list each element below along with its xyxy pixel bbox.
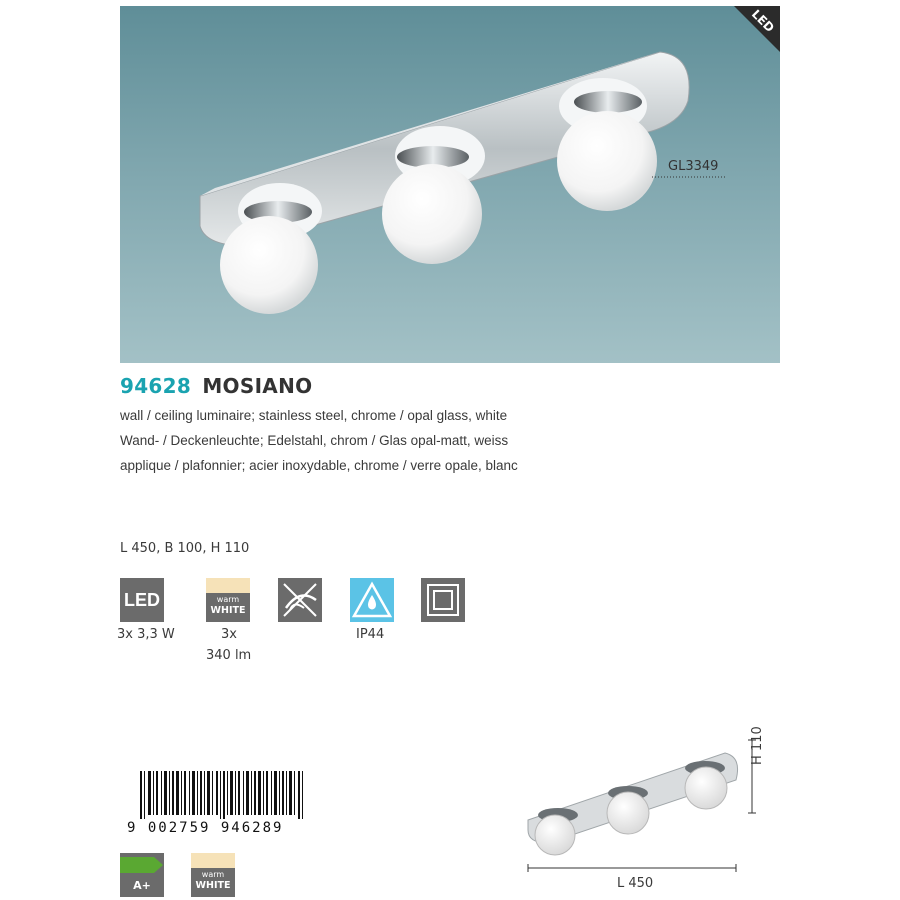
protection-class-icon	[421, 578, 465, 622]
ip-rating-caption: IP44	[356, 627, 385, 642]
product-name: MOSIANO	[202, 374, 313, 398]
dimensions-text: L 450, B 100, H 110	[120, 541, 250, 556]
energy-class-icon	[120, 853, 164, 897]
warm-white-icon-bottom	[191, 853, 235, 897]
warm-white-line2: WHITE	[210, 605, 246, 616]
product-photo	[120, 6, 780, 363]
warm-white-line1-bottom: warm	[201, 870, 225, 879]
led-badge-text: LED	[749, 6, 778, 36]
description-de: Wand- / Deckenleuchte; Edelstahl, chrom / Glas opal-matt, weiss	[120, 433, 509, 448]
energy-class-label: A+	[133, 879, 151, 892]
energy-arrow	[120, 857, 154, 873]
warm-white-icon	[206, 578, 250, 622]
barcode-icon	[140, 771, 310, 819]
description-fr: applique / plafonnier; acier inoxydable, chrome / verre opale, blanc	[120, 458, 518, 473]
luminaire-illustration	[120, 6, 780, 363]
dimension-drawing	[520, 735, 770, 885]
length-dimension-label: L 450	[617, 876, 654, 891]
description-en: wall / ceiling luminaire; stainless steel, chrome / opal glass, white	[120, 408, 508, 423]
product-title	[120, 374, 312, 398]
warm-white-line2-bottom: WHITE	[195, 880, 231, 891]
warm-caption-count: 3x	[221, 627, 237, 642]
warm-white-line1: warm	[216, 595, 240, 604]
warm-caption-lumen: 340 lm	[206, 648, 252, 663]
led-icon-label: LED	[124, 589, 160, 610]
product-number: 94628	[120, 374, 192, 398]
water-drop-icon	[350, 578, 394, 622]
part-callout: GL3349	[668, 159, 719, 174]
led-icon	[120, 578, 164, 622]
height-dimension-label: H 110	[750, 726, 765, 765]
not-dimmable-icon	[278, 578, 322, 622]
led-caption: 3x 3,3 W	[117, 627, 175, 642]
barcode-digits: 9 002759 946289	[127, 820, 284, 836]
